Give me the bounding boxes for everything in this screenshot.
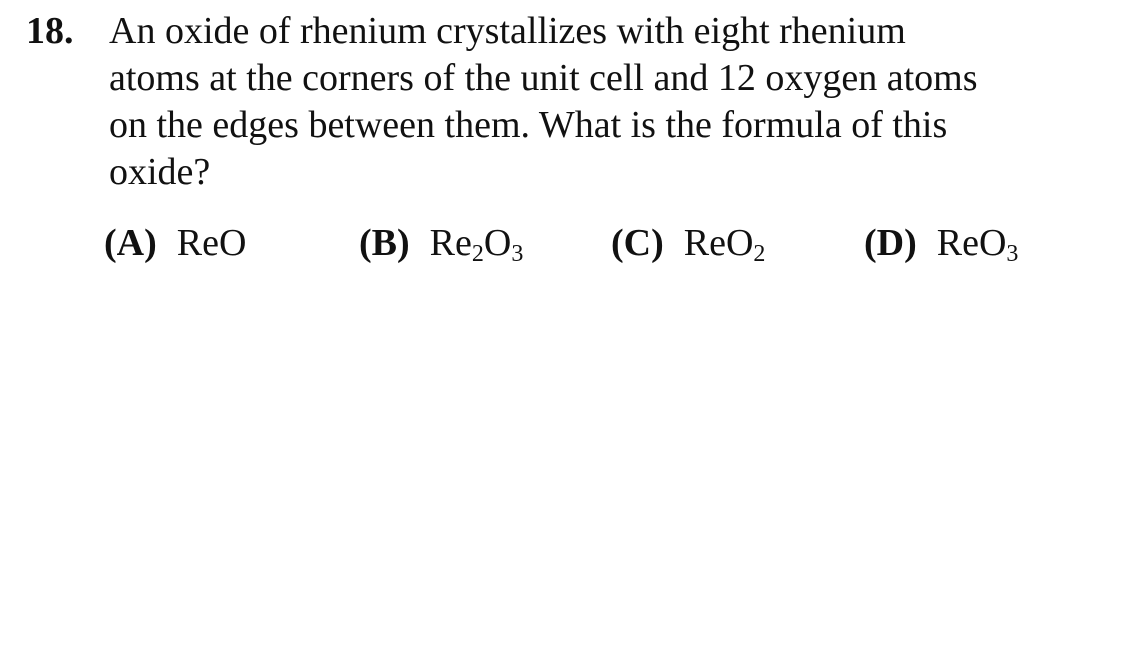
stem-line: oxide? xyxy=(109,151,211,193)
formula-subscript: 3 xyxy=(1006,241,1019,267)
choice-letter: (C) xyxy=(611,222,664,264)
formula-part: Re xyxy=(429,222,472,264)
question-number: 18. xyxy=(26,10,74,52)
formula-subscript: 2 xyxy=(753,241,766,267)
question-stem xyxy=(109,8,1109,196)
formula-part: ReO xyxy=(936,222,1007,264)
choice-letter: (A) xyxy=(104,222,157,264)
choice-formula xyxy=(936,222,1019,267)
stem-line: atoms at the corners of the unit cell and 12 oxygen atoms xyxy=(109,57,978,99)
formula-part: O xyxy=(483,222,512,264)
choice-letter: (D) xyxy=(864,222,917,264)
formula-part: ReO xyxy=(176,222,247,264)
stem-line: An oxide of rhenium crystallizes with eight rhenium xyxy=(109,10,906,52)
choice-a[interactable] xyxy=(104,220,246,267)
stem-line: on the edges between them. What is the formula of this xyxy=(109,104,948,146)
formula-part: ReO xyxy=(683,222,754,264)
choice-formula xyxy=(177,222,247,264)
choice-formula xyxy=(683,222,766,267)
choice-b[interactable] xyxy=(359,220,523,267)
choice-letter: (B) xyxy=(359,222,410,264)
formula-subscript: 3 xyxy=(511,241,524,267)
answer-choices xyxy=(0,220,1142,270)
choice-d[interactable] xyxy=(864,220,1018,267)
choice-c[interactable] xyxy=(611,220,765,267)
formula-subscript: 2 xyxy=(471,241,484,267)
choice-formula xyxy=(429,222,524,267)
